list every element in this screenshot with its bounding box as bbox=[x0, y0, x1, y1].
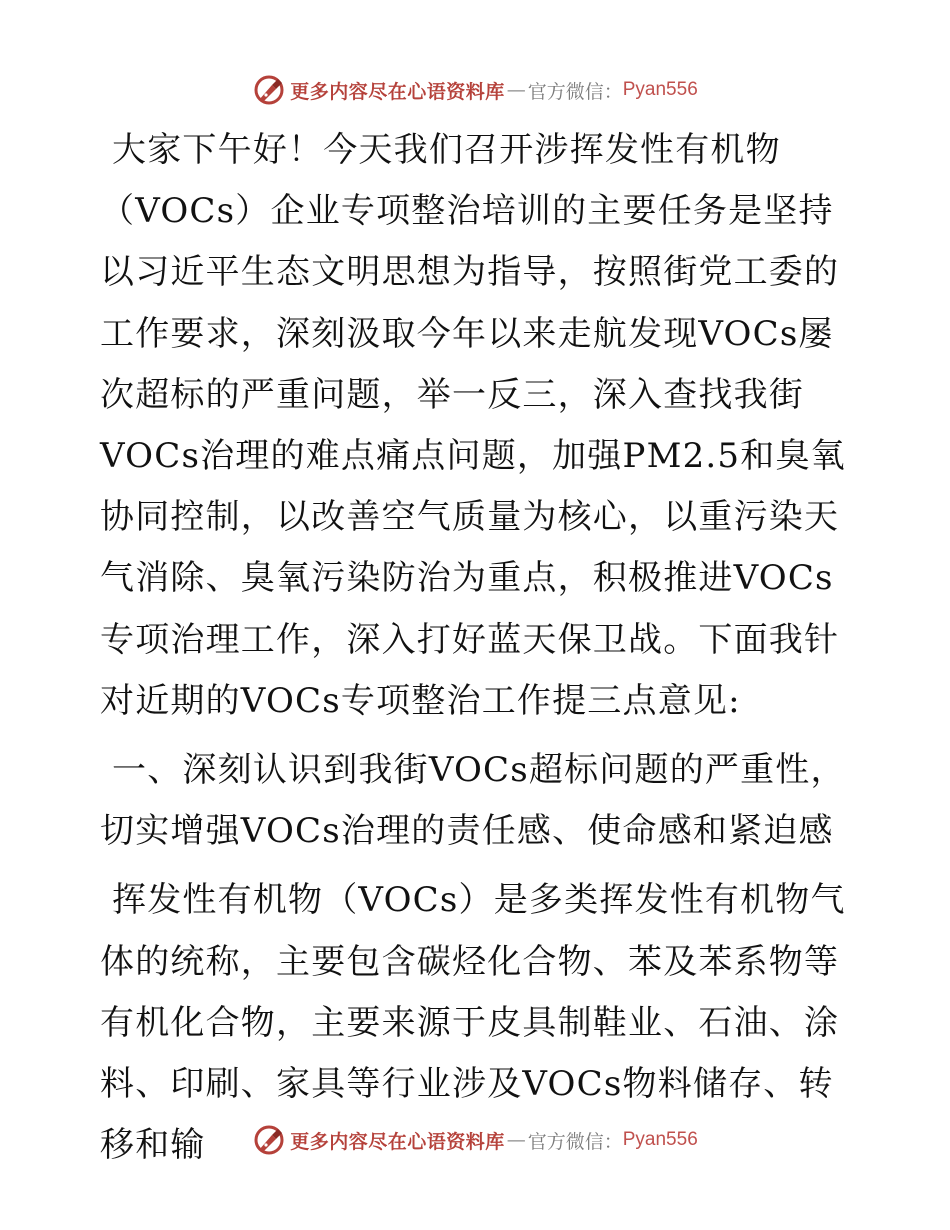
banner-separator: — bbox=[506, 79, 526, 101]
banner-wechat-id: Pyan556 bbox=[622, 1129, 698, 1150]
document-body bbox=[100, 120, 860, 1176]
banner-brand: 更多内容尽在心语资料库 bbox=[290, 80, 505, 103]
banner-brand: 更多内容尽在心语资料库 bbox=[290, 1130, 505, 1153]
banner-contact-label: 官方微信： bbox=[527, 1130, 623, 1153]
paragraph-vocs-definition: 挥发性有机物（VOCs）是多类挥发性有机物气体的统称，主要包含碳烃化合物、苯及苯系物等有机化合物，主要来源于皮具制鞋业、石油、涂料、印刷、家具等行业涉及VOCs物料储存、转移和输 bbox=[100, 880, 846, 1166]
banner-contact-label: 官方微信： bbox=[527, 80, 623, 103]
footer-banner bbox=[0, 1120, 950, 1160]
paragraph-intro: 大家下午好！今天我们召开涉挥发性有机物（VOCs）企业专项整治培训的主要任务是坚持以习近平生态文明思想为指导，按照街党工委的工作要求，深刻汲取今年以来走航发现VOCs屡次超标的严重问题，举一反三，深入查找我街VOCs治理的难点痛点问题，加强PM2.5和臭氧协同控制，以改善空气质量为核心，以重污染天气消除、臭氧污染防治为重点，积极推进VOCs专项治理工作，深入打好蓝天保卫战。下面我针对近期的VOCs专项整治工作提三点意见: bbox=[100, 130, 846, 721]
pen-nib-logo-icon bbox=[252, 1123, 286, 1157]
header-banner bbox=[0, 70, 950, 110]
section-heading-1: 一、深刻认识到我街VOCs超标问题的严重性，切实增强VOCs治理的责任感、使命感和紧迫感 bbox=[100, 750, 846, 852]
banner-separator: — bbox=[506, 1129, 526, 1151]
banner-wechat-id: Pyan556 bbox=[622, 79, 698, 100]
pen-nib-logo-icon bbox=[252, 73, 286, 107]
